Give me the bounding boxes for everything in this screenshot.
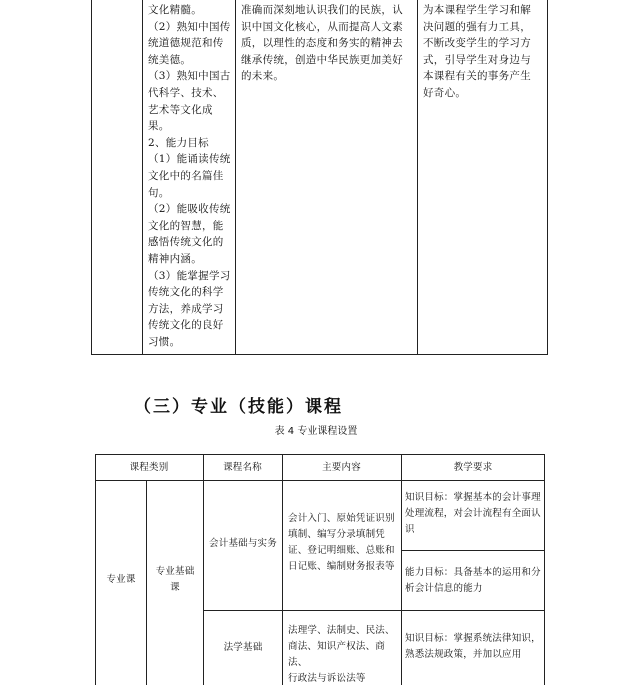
text-line: 继承传统，创造中华民族更加美好 — [241, 53, 403, 66]
course-requirement — [405, 631, 543, 663]
text-line: （3）能掌握学习 — [148, 269, 231, 282]
text-line: 方法，养成学习 — [148, 302, 224, 315]
text-line: 传统文化的科学 — [148, 286, 224, 299]
header-content: 主要内容 — [322, 462, 361, 473]
text-line: 好奇心。 — [423, 86, 467, 99]
text-line: 果。 — [148, 120, 170, 133]
course-content — [288, 511, 400, 575]
text-line: 知识目标：掌握基本的会计事理 — [405, 492, 541, 503]
course-table — [95, 454, 545, 685]
text-line: 法理学、法制史、民法、 — [288, 625, 395, 636]
text-line: 商法、知识产权法、商法、 — [288, 641, 386, 668]
text-line: （2）能吸收传统 — [148, 203, 231, 216]
course-name: 法学基础 — [223, 642, 263, 653]
text-line: 填制、编写分录填制凭 — [288, 529, 386, 540]
table-caption: 表 4 专业课程设置 — [274, 426, 358, 437]
text-line: （3）熟知中国古 — [148, 70, 231, 83]
text-line: 文化的智慧，能 — [148, 219, 224, 232]
text-line: 会计入门、原始凭证识别 — [288, 513, 395, 524]
table-border-right — [544, 454, 545, 685]
category-divider — [146, 480, 147, 685]
course-name: 会计基础与实务 — [209, 538, 277, 549]
header-category: 课程类别 — [129, 462, 169, 473]
text-line: 为本课程学生学习和解 — [423, 4, 531, 16]
text-line: 能力目标：具备基本的运用和分 — [405, 567, 541, 578]
text-line: 式，引导学生对身边与 — [423, 53, 531, 66]
text-line: 熟悉法规政策，并加以应用 — [405, 649, 522, 660]
text-line: 识 — [405, 524, 415, 535]
course-requirement — [405, 565, 543, 597]
text-line: 不断改变学生的学习方 — [423, 37, 531, 50]
text-line: 代科学、技术、 — [148, 86, 224, 99]
text-line: 决问题的强有力工具， — [423, 20, 531, 33]
text-line: 识中国文化核心，从而提高人文素 — [241, 20, 403, 33]
text-line: 日记账、编制财务报表等 — [288, 561, 395, 572]
upper-table — [91, 0, 548, 355]
table-border-right — [547, 0, 548, 355]
table-border-top — [95, 454, 545, 455]
text-line: （1）能诵读传统 — [148, 153, 231, 166]
text-line: 知识目标：掌握系统法律知识， — [405, 633, 541, 644]
course-content — [288, 623, 400, 687]
text-line: 处理流程，对会计流程有全面认 — [405, 508, 541, 519]
table-border-left — [91, 0, 92, 355]
section-heading: （三）专业（技能）课程 — [134, 397, 343, 417]
text-line: （2）熟知中国传 — [148, 20, 231, 33]
header-divider — [95, 480, 545, 481]
text-line: 准确而深刻地认识我们的民族，认 — [241, 4, 403, 16]
text-line: 统道德规范和传 — [148, 37, 224, 50]
requirement-divider — [401, 550, 545, 551]
table-border-bottom — [91, 354, 548, 355]
table-divider-1 — [142, 0, 143, 355]
text-line: 行政法与诉讼法等 — [288, 673, 366, 684]
text-line: 传统文化的良好 — [148, 319, 224, 332]
text-line: 证、登记明细账、总账和 — [288, 545, 395, 556]
text-line: 句。 — [148, 186, 170, 199]
course-requirement — [405, 490, 543, 538]
text-line: 2、能力目标 — [148, 136, 209, 149]
text-line: 感悟传统文化的 — [148, 236, 224, 249]
text-line: 析会计信息的能力 — [405, 583, 483, 594]
text-line: 的未来。 — [241, 70, 285, 83]
requirements-column — [423, 2, 545, 102]
header-course-name: 课程名称 — [223, 462, 262, 473]
table-divider-2 — [235, 0, 236, 355]
column-divider-3 — [401, 454, 402, 685]
text-line: 专业基础 — [155, 566, 195, 577]
text-line: 文化中的名篇佳 — [148, 169, 224, 182]
header-requirements: 教学要求 — [453, 462, 493, 473]
category-level2 — [148, 564, 202, 596]
text-line: 习惯。 — [148, 335, 181, 348]
row-divider — [203, 610, 545, 611]
column-divider-1 — [203, 454, 204, 685]
text-line: 质，以理性的态度和务实的精神去 — [241, 37, 403, 50]
text-line: 精神内涵。 — [148, 252, 202, 265]
text-line: 课 — [170, 582, 180, 593]
text-line: 文化精髓。 — [148, 4, 202, 16]
column-divider-2 — [282, 454, 283, 685]
text-line: 艺术等文化成 — [148, 103, 213, 116]
text-line: 统美德。 — [148, 53, 192, 66]
goals-column — [148, 2, 235, 350]
description-column — [241, 2, 419, 85]
text-line: 本课程有关的事务产生 — [423, 70, 531, 83]
table-border-left — [95, 454, 96, 685]
category-level1: 专业课 — [106, 574, 136, 585]
